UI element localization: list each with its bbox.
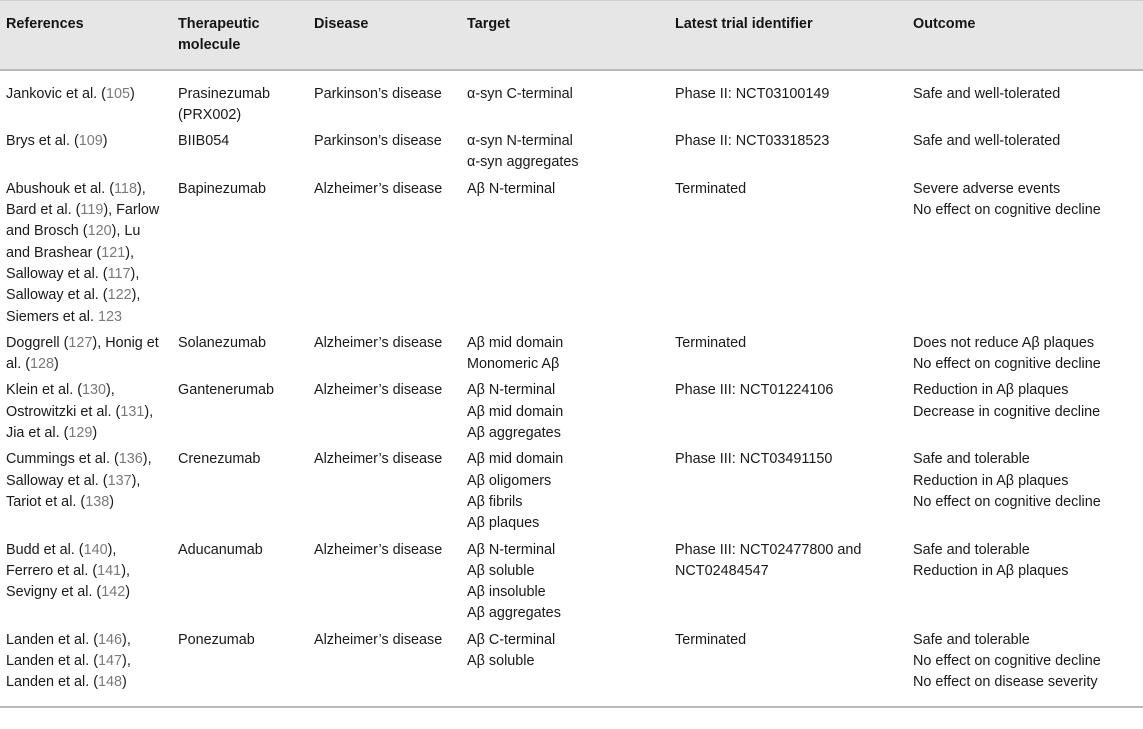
table-row (0, 378, 1143, 447)
reference-number-link[interactable]: 147 (98, 653, 123, 670)
target-item: Monomeric Aβ (467, 356, 560, 373)
cell-molecule: Bapinezumab (178, 180, 267, 197)
reference-author: Siemers et al. (6, 308, 98, 325)
header-row (0, 1, 1143, 70)
reference-number-link[interactable]: 123 (97, 308, 122, 325)
outcome-item: No effect on cognitive decline (913, 356, 1101, 373)
cell-target (461, 447, 669, 537)
reference-number-link[interactable]: 117 (107, 265, 131, 282)
header-target: Target (461, 1, 669, 70)
reference-close: ) (125, 584, 130, 601)
cell-molecule: BIIB054 (178, 133, 230, 150)
cell-references (0, 70, 172, 130)
cell-disease: Alzheimer’s disease (314, 180, 443, 197)
cell-molecule: Crenezumab (178, 451, 261, 468)
target-item: Aβ mid domain (467, 334, 564, 351)
cell-references (0, 628, 172, 707)
reference-number-link[interactable]: 142 (101, 584, 126, 601)
cell-references (0, 447, 172, 537)
cell-molecule: Solanezumab (178, 334, 267, 351)
reference-number-link[interactable]: 148 (98, 674, 123, 691)
cell-references (0, 331, 172, 379)
header-outcome: Outcome (907, 1, 1143, 70)
reference-number-link[interactable]: 129 (68, 425, 93, 442)
reference-author: Ferrero et al. ( (6, 562, 98, 579)
outcome-item: Safe and tolerable (913, 541, 1030, 558)
reference-number-link[interactable]: 141 (97, 562, 122, 579)
reference-close: ) (54, 356, 59, 373)
reference-number-link[interactable]: 109 (78, 133, 103, 150)
cell-molecule: Prasinezumab (PRX002) (178, 85, 270, 123)
cell-trial: Terminated (669, 628, 907, 707)
cell-trial: Phase III: NCT03491150 (675, 451, 833, 468)
target-item: α-syn C-terminal (467, 85, 573, 102)
cell-target (461, 538, 669, 628)
target-item: Aβ aggregates (467, 425, 561, 442)
reference-close: ), (125, 244, 135, 261)
table-row (0, 70, 1143, 130)
cell-target (461, 378, 669, 447)
cell-outcome (907, 177, 1143, 331)
reference-number-link[interactable]: 118 (114, 180, 137, 197)
reference-author: Salloway et al. ( (6, 287, 108, 304)
table-row (0, 177, 1143, 331)
reference-close: ), (122, 653, 131, 670)
table-row (0, 129, 1143, 177)
outcome-item: Does not reduce Aβ plaques (913, 334, 1095, 351)
outcome-item: Reduction in Aβ plaques (913, 472, 1069, 489)
reference-close: ), (144, 403, 154, 420)
reference-close: ) (102, 133, 108, 150)
header-disease: Disease (308, 1, 461, 70)
reference-close: ), (92, 334, 106, 351)
reference-author: Landen et al. ( (6, 631, 99, 648)
target-item: Aβ fibrils (467, 493, 523, 510)
reference-author: Abushouk et al. ( (6, 180, 114, 197)
outcome-item: Decrease in cognitive decline (913, 403, 1101, 420)
reference-close: ), (122, 631, 131, 648)
reference-close: ), (130, 265, 140, 282)
outcome-item: Safe and well-tolerated (913, 85, 1061, 102)
cell-references (0, 177, 172, 331)
reference-author: Salloway et al. ( (6, 472, 108, 489)
outcome-item: Safe and tolerable (913, 631, 1030, 648)
cell-disease: Parkinson’s disease (314, 85, 442, 102)
reference-number-link[interactable]: 136 (118, 451, 143, 468)
target-item: Aβ mid domain (467, 403, 564, 420)
header-molecule: Therapeutic molecule (172, 1, 308, 70)
table-row (0, 331, 1143, 379)
outcome-item: Reduction in Aβ plaques (913, 562, 1069, 579)
reference-author: Jia et al. ( (6, 425, 69, 442)
cell-disease: Alzheimer’s disease (314, 382, 443, 399)
target-item: α-syn N-terminal (467, 133, 573, 150)
reference-close: ), (131, 287, 141, 304)
reference-author: Bard et al. ( (6, 202, 81, 219)
cell-outcome (907, 378, 1143, 447)
reference-author: Cummings et al. ( (6, 451, 119, 468)
reference-number-link[interactable]: 146 (98, 631, 123, 648)
cell-target (461, 628, 669, 707)
cell-references (0, 378, 172, 447)
cell-target (461, 70, 669, 130)
cell-disease: Alzheimer’s disease (314, 334, 443, 351)
reference-author: Ostrowitzki et al. ( (6, 403, 121, 420)
cell-outcome (907, 331, 1143, 379)
cell-disease: Parkinson’s disease (314, 133, 442, 150)
target-item: Aβ soluble (467, 562, 535, 579)
reference-author: Salloway et al. ( (6, 265, 108, 282)
target-item: Aβ aggregates (467, 605, 561, 622)
cell-molecule: Ponezumab (172, 628, 308, 707)
reference-author: Lu and Brashear ( (6, 223, 141, 261)
reference-author: Farlow and Brosch ( (6, 202, 160, 240)
reference-close: ), (103, 202, 117, 219)
outcome-item: No effect on cognitive decline (913, 653, 1101, 670)
reference-close: ), (121, 562, 130, 579)
table-row (0, 628, 1143, 707)
cell-trial: Terminated (675, 180, 747, 197)
reference-author: Brys et al. ( (6, 133, 79, 150)
reference-close: ) (92, 425, 98, 442)
reference-close: ), (106, 382, 115, 399)
outcome-item: Safe and well-tolerated (913, 133, 1061, 150)
reference-close: ) (109, 493, 114, 510)
reference-author: Doggrell ( (6, 334, 69, 351)
cell-outcome (907, 70, 1143, 130)
reference-author: Tariot et al. ( (6, 493, 86, 510)
cell-trial: Phase III: NCT02477800 and NCT02484547 (675, 541, 862, 579)
reference-number-link[interactable]: 105 (105, 85, 130, 102)
reference-number-link[interactable]: 122 (107, 287, 132, 304)
reference-author: Landen et al. ( (6, 653, 99, 670)
reference-number-link[interactable]: 140 (83, 541, 108, 558)
outcome-item: Severe adverse events (913, 180, 1061, 197)
reference-author: Jankovic et al. ( (6, 85, 106, 102)
cell-trial: Terminated (675, 334, 747, 351)
cell-target (461, 129, 669, 177)
outcome-item: Safe and tolerable (913, 451, 1030, 468)
reference-close: ), (131, 472, 141, 489)
cell-trial: Phase II: NCT03318523 (675, 133, 830, 150)
cell-disease: Alzheimer’s disease (314, 451, 443, 468)
outcome-item: No effect on disease severity (913, 674, 1098, 691)
target-item: Aβ N-terminal (467, 180, 556, 197)
cell-target (461, 331, 669, 379)
cell-outcome (907, 447, 1143, 537)
table-row (0, 538, 1143, 628)
target-item: Aβ N-terminal (467, 382, 556, 399)
cell-outcome (907, 538, 1143, 628)
reference-close: ) (130, 85, 135, 102)
cell-disease: Alzheimer’s disease (308, 628, 461, 707)
table-row (0, 447, 1143, 537)
reference-number-link[interactable]: 130 (82, 382, 107, 399)
target-item: Aβ N-terminal (467, 541, 556, 558)
cell-outcome (907, 129, 1143, 177)
cell-molecule: Aducanumab (178, 541, 263, 558)
reference-author: Budd et al. ( (6, 541, 84, 558)
reference-number-link[interactable]: 119 (80, 202, 104, 219)
target-item: Aβ soluble (467, 653, 535, 670)
cell-outcome (907, 628, 1143, 707)
reference-close: ), (136, 180, 146, 197)
reference-close: ), (111, 223, 125, 240)
target-item: Aβ mid domain (467, 451, 564, 468)
reference-number-link[interactable]: 128 (30, 356, 55, 373)
target-item: Aβ oligomers (467, 472, 552, 489)
reference-close: ) (122, 674, 127, 691)
cell-trial: Phase II: NCT03100149 (675, 85, 830, 102)
outcome-item: No effect on cognitive decline (913, 202, 1101, 219)
reference-author: Klein et al. ( (6, 382, 82, 399)
table-body (0, 70, 1143, 707)
reference-author: Landen et al. ( (6, 674, 99, 691)
target-item: Aβ C-terminal (467, 631, 556, 648)
cell-disease: Alzheimer’s disease (314, 541, 443, 558)
table-header (0, 1, 1143, 70)
reference-close: ), (107, 541, 117, 558)
reference-number-link[interactable]: 131 (120, 403, 145, 420)
outcome-item: Reduction in Aβ plaques (913, 382, 1069, 399)
reference-number-link[interactable]: 137 (107, 472, 132, 489)
cell-references (0, 129, 172, 177)
reference-number-link[interactable]: 127 (68, 334, 93, 351)
reference-author: Honig et al. ( (6, 334, 159, 373)
target-item: Aβ insoluble (467, 584, 546, 601)
reference-number-link[interactable]: 120 (87, 223, 112, 240)
reference-author: Sevigny et al. ( (6, 584, 102, 601)
cell-references (0, 538, 172, 628)
cell-molecule: Gantenerumab (178, 382, 274, 399)
cell-trial: Phase III: NCT01224106 (675, 382, 834, 399)
target-item: Aβ plaques (467, 515, 540, 532)
outcome-item: No effect on cognitive decline (913, 493, 1101, 510)
header-references: References (0, 1, 172, 70)
reference-close: ), (142, 451, 152, 468)
header-trial: Latest trial identifier (669, 1, 907, 70)
cell-target (461, 177, 669, 331)
reference-number-link[interactable]: 138 (85, 493, 110, 510)
reference-number-link[interactable]: 121 (101, 244, 126, 261)
target-item: α-syn aggregates (467, 154, 579, 171)
